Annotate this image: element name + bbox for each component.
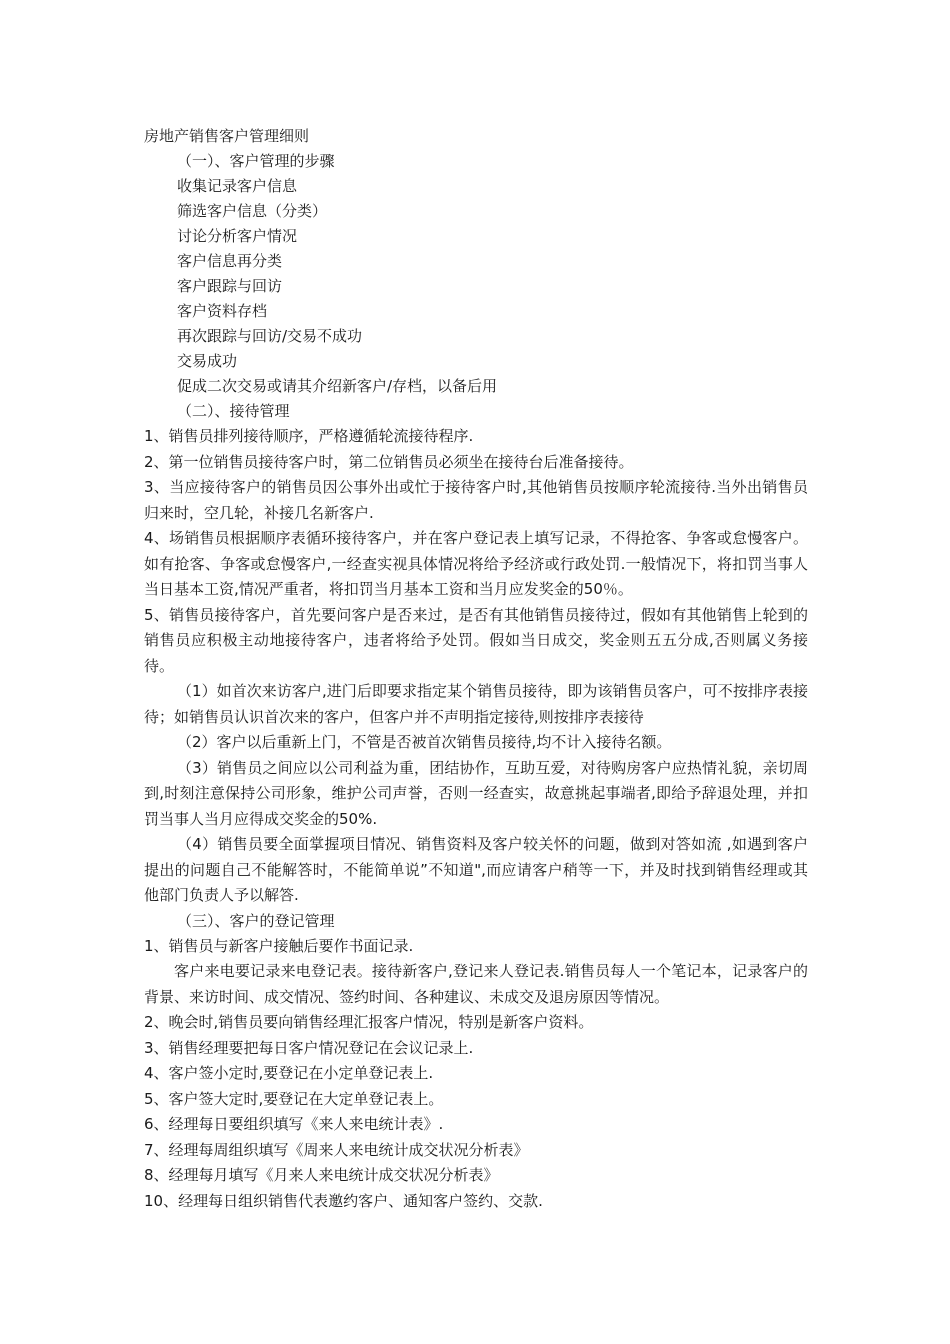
- reception-rule: 5、销售员接待客户，首先要问客户是否来过，是否有其他销售员接待过，假如有其他销售上轮到的销售员应积极主动地接待客户，违者将给予处罚。假如当日成交，奖金则五五分成,否则属义务接待。: [144, 605, 808, 675]
- registration-rule: 2、晚会时,销售员要向销售经理汇报客户情况，特别是新客户资料。: [144, 1013, 594, 1031]
- step-item: 客户信息再分类: [177, 252, 283, 270]
- registration-rule: 4、客户签小定时,要登记在小定单登记表上.: [144, 1064, 434, 1082]
- reception-subrule: （3）销售员之间应以公司利益为重，团结协作，互助互爱，对待购房客户应热情礼貌，亲切周到,时刻注意保持公司形象，维护公司声誉，否则一经查实，故意挑起事端者,即给予辞退处理，并扣罚当事人当月应得成交奖金的50%.: [144, 758, 808, 828]
- registration-rule: 3、销售经理要把每日客户情况登记在会议记录上.: [144, 1038, 474, 1057]
- registration-rule: 8、经理每月填写《月来人来电统计成交状况分析表》: [144, 1166, 499, 1184]
- reception-subrule: （2）客户以后重新上门，不管是否被首次销售员接待,均不计入接待名额。: [177, 733, 672, 751]
- reception-rule: 3、当应接待客户的销售员因公事外出或忙于接待客户时,其他销售员按顺序轮流接待.当外出销售员归来时，空几轮，补接几名新客户.: [144, 478, 808, 522]
- step-item: 讨论分析客户情况: [177, 227, 298, 245]
- step-item: 收集记录客户信息: [177, 177, 298, 195]
- document-body: [144, 124, 808, 1214]
- step-item: 客户资料存档: [177, 302, 268, 320]
- registration-detail: 客户来电要记录来电登记表。接待新客户,登记来人登记表.销售员每人一个笔记本，记录客户的背景、来访时间、成交情况、签约时间、各种建议、未成交及退房原因等情况。: [144, 962, 808, 1006]
- reception-rule: 1、销售员排列接待顺序，严格遵循轮流接待程序.: [144, 427, 474, 445]
- reception-rule: 2、第一位销售员接待客户时，第二位销售员必须坐在接待台后准备接待。: [144, 452, 634, 471]
- step-item: 筛选客户信息（分类）: [177, 202, 328, 220]
- section-heading-steps: （一）、客户管理的步骤: [177, 152, 335, 170]
- registration-rule: 5、客户签大定时,要登记在大定单登记表上。: [144, 1089, 444, 1108]
- registration-rule: 7、经理每周组织填写《周来人来电统计成交状况分析表》: [144, 1140, 529, 1159]
- reception-subrule: （1）如首次来访客户,进门后即要求指定某个销售员接待，即为该销售员客户，可不按排序表接待；如销售员认识首次来的客户，但客户并不声明指定接待,则按排序表接待: [144, 682, 808, 726]
- registration-rule: 1、销售员与新客户接触后要作书面记录.: [144, 936, 414, 955]
- step-item: 交易成功: [177, 352, 238, 370]
- registration-rule: 10、经理每日组织销售代表邀约客户、通知客户签约、交款.: [144, 1191, 543, 1210]
- step-item: 再次跟踪与回访/交易不成功: [177, 327, 363, 345]
- step-item: 客户跟踪与回访: [177, 277, 283, 295]
- section-heading-registration: （三）、客户的登记管理: [177, 911, 335, 930]
- step-item: 促成二次交易或请其介绍新客户/存档，以备后用: [177, 377, 498, 395]
- registration-rule: 6、经理每日要组织填写《来人来电统计表》.: [144, 1115, 444, 1133]
- section-heading-reception: （二）、接待管理: [177, 402, 290, 420]
- reception-rule: 4、场销售员根据顺序表循环接待客户，并在客户登记表上填写记录，不得抢客、争客或怠慢客户。如有抢客、争客或怠慢客户,一经查实视具体情况将给予经济或行政处罚.一般情况下，将扣罚当事人当日基本工资,情况严重者，将扣罚当月基本工资和当月应发奖金的50％。: [144, 529, 808, 598]
- reception-subrule: （4）销售员要全面掌握项目情况、销售资料及客户较关怀的问题，做到对答如流 ,如遇到客户提出的问题自己不能解答时，不能简单说”不知道",而应请客户稍等一下，并及时找到销售经理或其他部门负责人予以解答.: [144, 835, 808, 904]
- document-title: 房地产销售客户管理细则: [144, 127, 310, 145]
